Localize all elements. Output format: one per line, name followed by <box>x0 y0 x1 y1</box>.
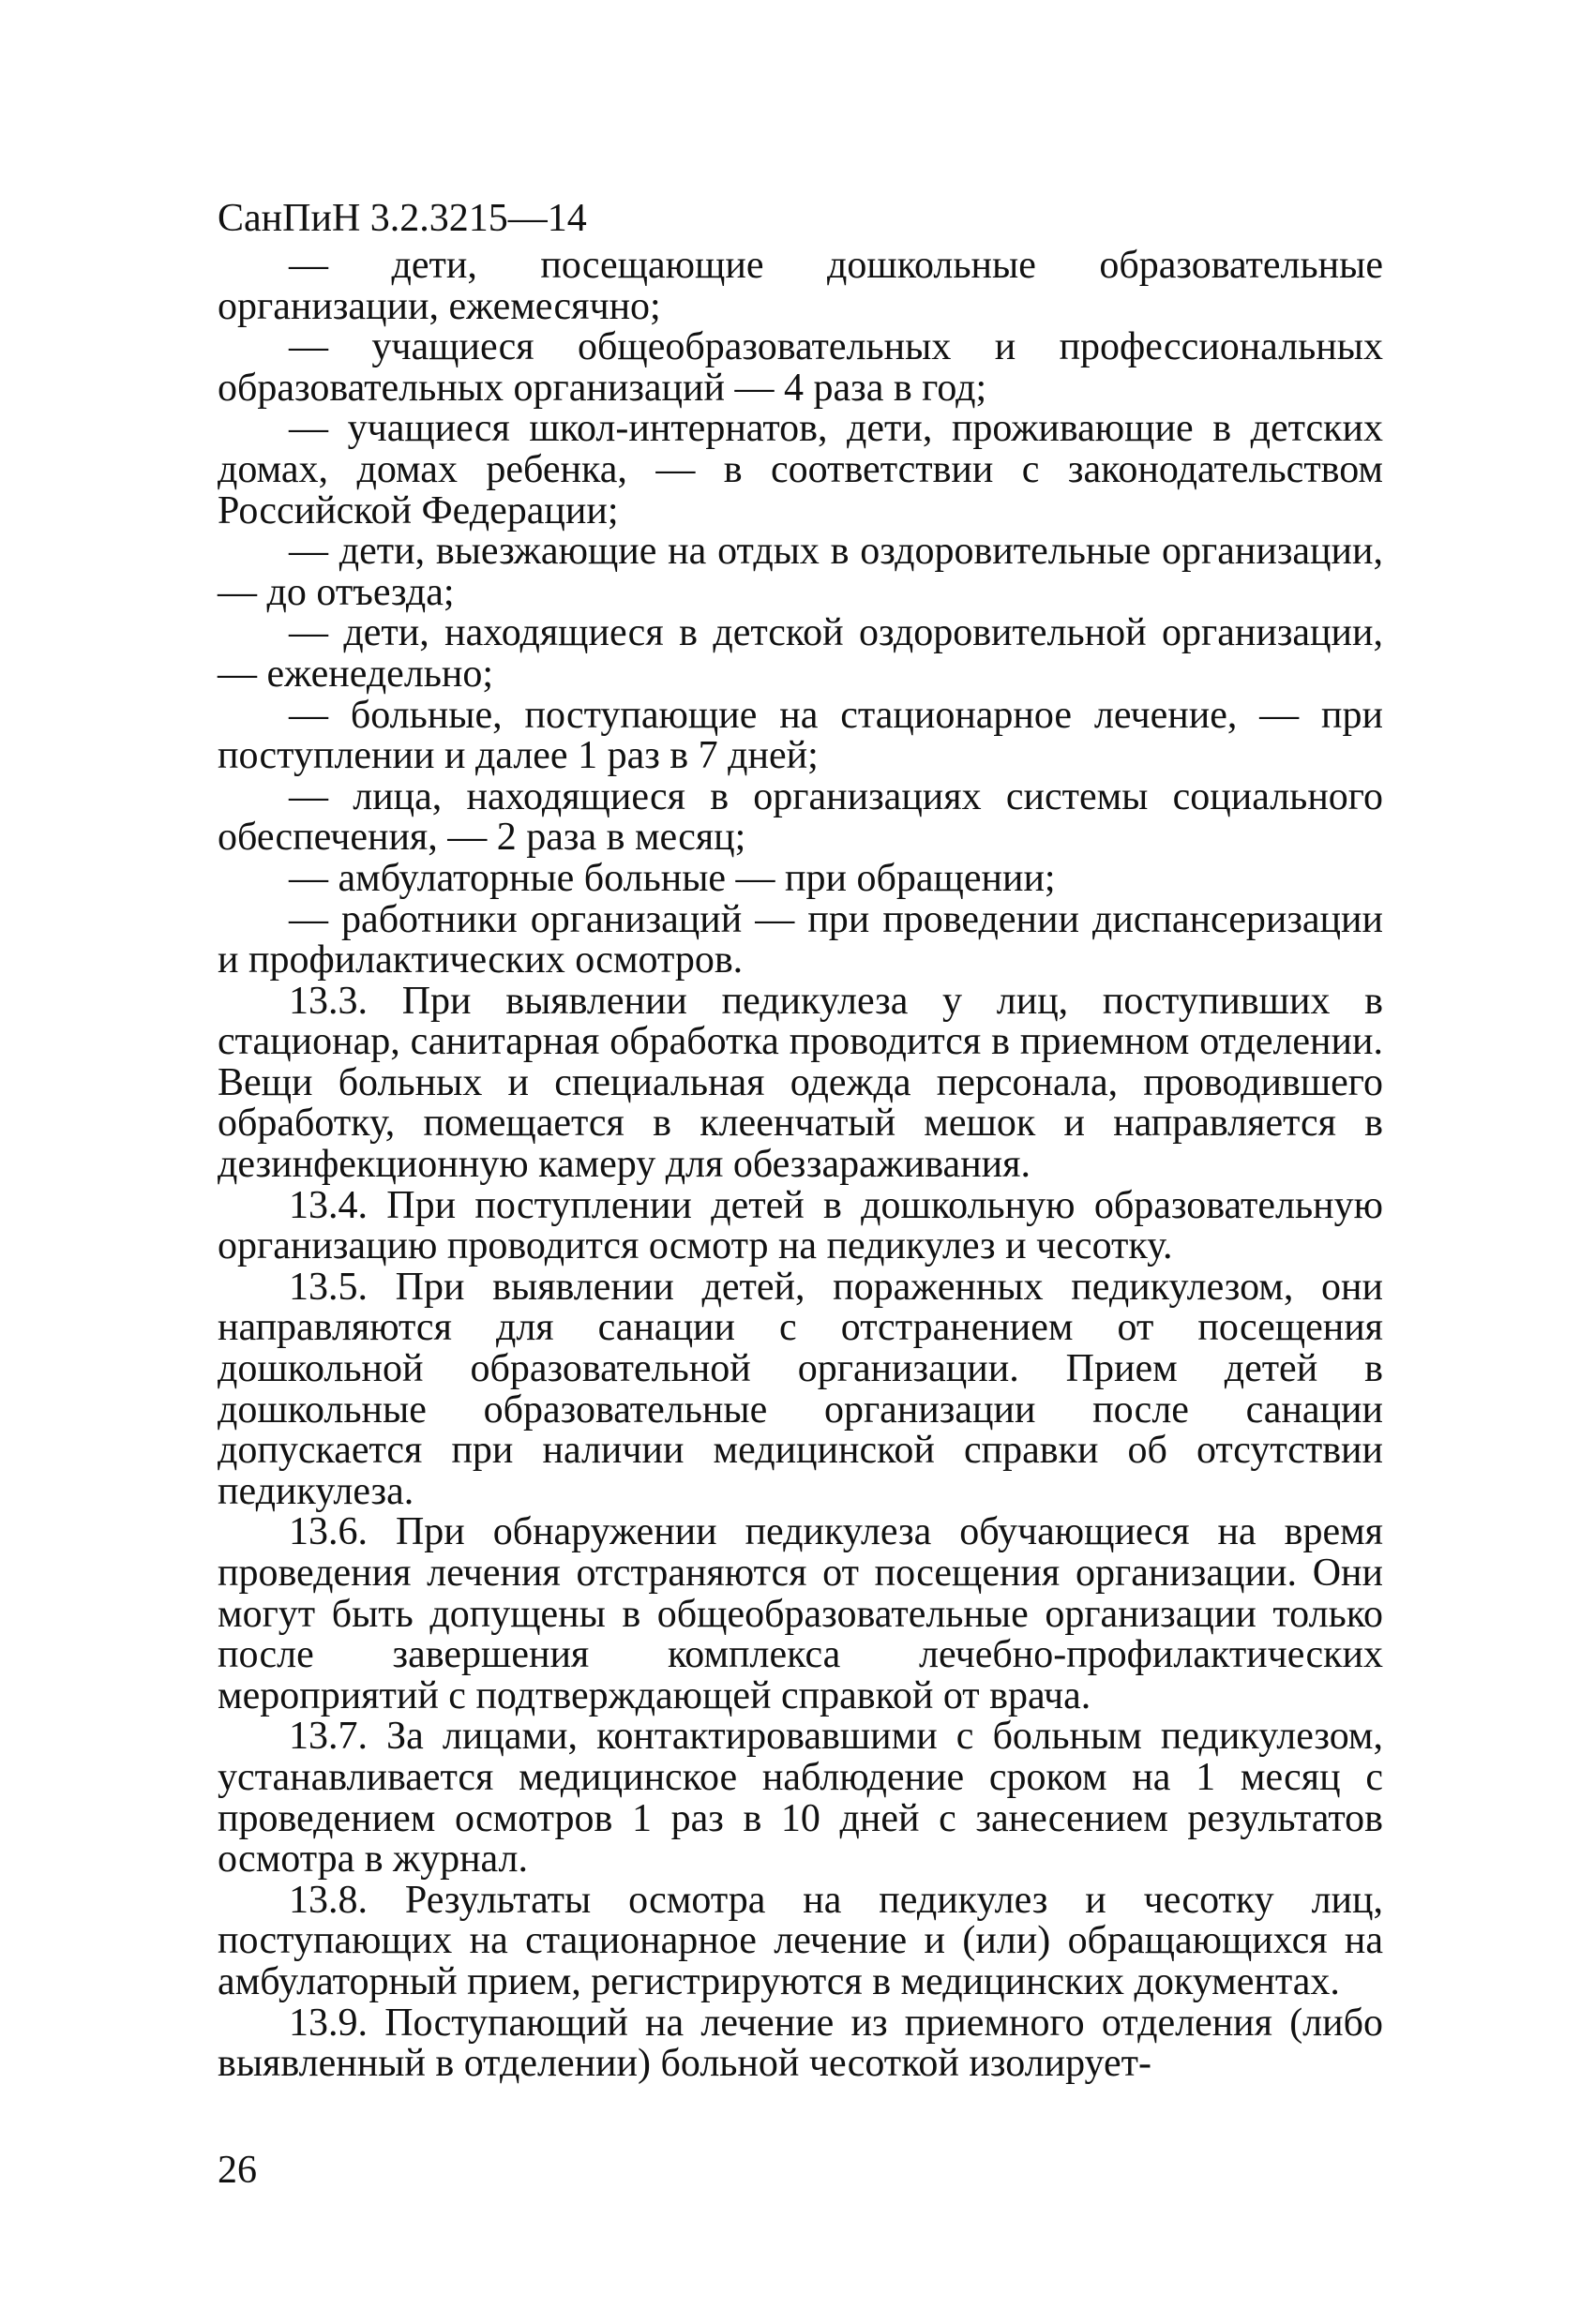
section-13-6: 13.6. При обнаружении педикулеза обучающиеся на время проведения лечения отстраняются от посещения организации. Они могут быть допущены в общеобразовательные организации только после завершения комплекса лечебно-профилактических мероприятий с подтверждающей справкой от врача. <box>218 1510 1383 1717</box>
running-header: СанПиН 3.2.3215—14 <box>218 197 587 240</box>
list-item-employees: — работники организаций — при проведении диспансеризации и профилактических осмотров. <box>218 897 1383 982</box>
section-13-4: 13.4. При поступлении детей в дошкольную образовательную организацию проводится осмотр на педикулез и чесотку. <box>218 1183 1383 1268</box>
list-item-preschool: — дети, посещающие дошкольные образовательные организации, ежемесячно; <box>218 244 1383 328</box>
section-13-7: 13.7. За лицами, контактировавшими с больным педикулезом, устанавливается медицинское наблюдение сроком на 1 месяц с проведением осмотров 1 раз в 10 дней с занесением результатов осмотра в журнал. <box>218 1715 1383 1882</box>
page-number: 26 <box>218 2149 257 2192</box>
list-item-boarding-schools: — учащиеся школ-интернатов, дети, проживающие в детских домах, домах ребенка, — в соответствии с законодательством Российской Федерации; <box>218 407 1383 532</box>
list-item-camp-weekly: — дети, находящиеся в детской оздоровительной организации, — еженедельно; <box>218 611 1383 696</box>
list-item-students: — учащиеся общеобразовательных и профессиональных образовательных организаций — 4 раза в год; <box>218 325 1383 410</box>
list-item-outpatients: — амбулаторные больные — при обращении; <box>289 856 1056 900</box>
list-item-inpatients: — больные, поступающие на стационарное лечение, — при поступлении и далее 1 раз в 7 дней; <box>218 693 1383 778</box>
section-13-9: 13.9. Поступающий на лечение из приемного отделения (либо выявленный в отделении) больной чесоткой изолирует- <box>218 2001 1383 2086</box>
list-item-camp-departure: — дети, выезжающие на отдых в оздоровительные организации, — до отъезда; <box>218 530 1383 614</box>
list-item-social-care: — лица, находящиеся в организациях системы социального обеспечения, — 2 раза в месяц; <box>218 774 1383 860</box>
section-13-3: 13.3. При выявлении педикулеза у лиц, поступивших в стационар, санитарная обработка проводится в приемном отделении. Вещи больных и специальная одежда персонала, проводившего обработку, помещается в клеенчатый мешок и направляется в дезинфекционную камеру для обеззараживания. <box>218 979 1383 1187</box>
section-13-8: 13.8. Результаты осмотра на педикулез и чесотку лиц, поступающих на стационарное лечение и (или) обращающихся на амбулаторный прием, регистрируются в медицинских документах. <box>218 1878 1383 2003</box>
section-13-5: 13.5. При выявлении детей, пораженных педикулезом, они направляются для санации с отстранением от посещения дошкольной образовательной организации. Прием детей в дошкольные образовательные организации после санации допускается при наличии медицинской справки об отсутствии педикулеза. <box>218 1265 1383 1513</box>
body-text <box>218 246 1383 2085</box>
